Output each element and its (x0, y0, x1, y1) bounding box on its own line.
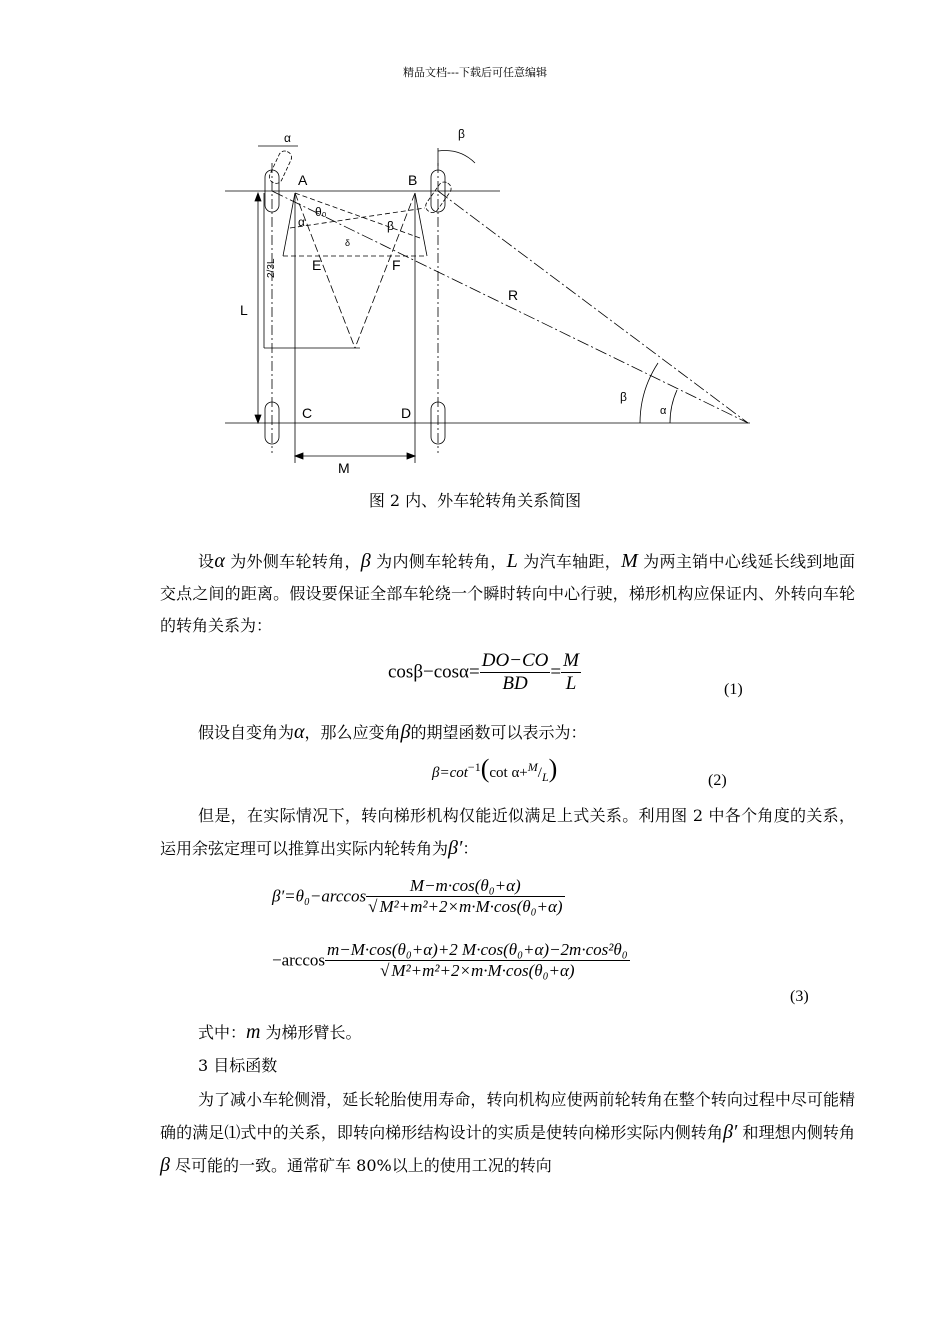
paragraph-3: 但是，在实际情况下，转向梯形机构仅能近似满足上式关系。利用图 2 中各个角度的关系，运用余弦定理可以推算出实际内轮转角为β′： (160, 806, 855, 859)
equation-3-line-1: β′=θ₀−arccos $\frac{\text{M−m·cos(θ₀+α)}}{\text{√ M²+m²+2×m·M·cos(θ₀+α)}}$ (272, 876, 563, 916)
label-b: B (408, 172, 418, 188)
label-beta-top: β (458, 127, 465, 141)
equation-3-line-2: −arccos $\frac{\text{m−M·cos(θ₀+α)+2 M·cos(θ₀+α)−2m·cos²θ₀}}{\text{√ M²+m²+2×m·M·cos(θ₀+α)}}$ (272, 940, 628, 980)
label-beta-b: β (387, 219, 394, 233)
label-alpha-center: α (660, 405, 667, 417)
equation-1: cosβ−cosα= $\frac{DO-CO}{BD}$ = $\frac{M}{L}$ (388, 650, 579, 694)
label-alpha-top: α (284, 131, 291, 145)
equation-2: $\beta=\cot^{-1}(\cot$ $\alpha+^M/_L$) (432, 754, 558, 784)
label-m: M (338, 460, 350, 476)
label-theta0: θ₀ (315, 205, 327, 219)
paragraph-1: 设α 为外侧车轮转角，β 为内侧车轮转角，L 为汽车轴距，M 为两主销中心线延长线到地面交点之间的距离。假设要保证全部车轮绕一个瞬时转向中心行驶，梯形机构应保证内、外转向车轮的转角关系为： (160, 550, 855, 635)
label-d: D (401, 405, 412, 421)
paragraph-2: 假设自变角为α，那么应变角β的期望函数可以表示为： (198, 721, 587, 743)
label-beta-center: β (620, 390, 627, 404)
figure-caption: 图 2 内、外车轮转角关系简图 (368, 491, 582, 510)
label-c: C (302, 405, 313, 421)
label-f: F (392, 257, 401, 273)
label-alpha-a: α (298, 215, 305, 229)
steering-trapezoid-diagram (220, 118, 760, 483)
equation-2-number: (2) (708, 772, 727, 789)
equation-3-number: (3) (790, 988, 809, 1005)
page-header: 精品文档---下载后可任意编辑 (403, 66, 547, 79)
section-heading: 3 目标函数 (198, 1056, 278, 1075)
paragraph-4: 式中：m 为梯形臂长。 (198, 1021, 362, 1043)
paragraph-5: 为了减小车轮侧滑，延长轮胎使用寿命，转向机构应使两前轮转角在整个转向过程中尽可能精确的满足⑴式中的关系，即转向梯形结构设计的实质是使转向梯形实际内侧转角β′ 和理想内侧转角β 尽可能的一致。通常矿车 80%以上的使用工况的转向 (160, 1090, 855, 1176)
label-e: E (312, 257, 322, 273)
label-l: L (240, 302, 248, 318)
label-a: A (298, 172, 308, 188)
equation-1-number: (1) (724, 681, 743, 698)
label-delta: δ (345, 238, 351, 248)
label-two-thirds-l: 2/3L (266, 258, 277, 278)
label-r: R (508, 287, 519, 303)
